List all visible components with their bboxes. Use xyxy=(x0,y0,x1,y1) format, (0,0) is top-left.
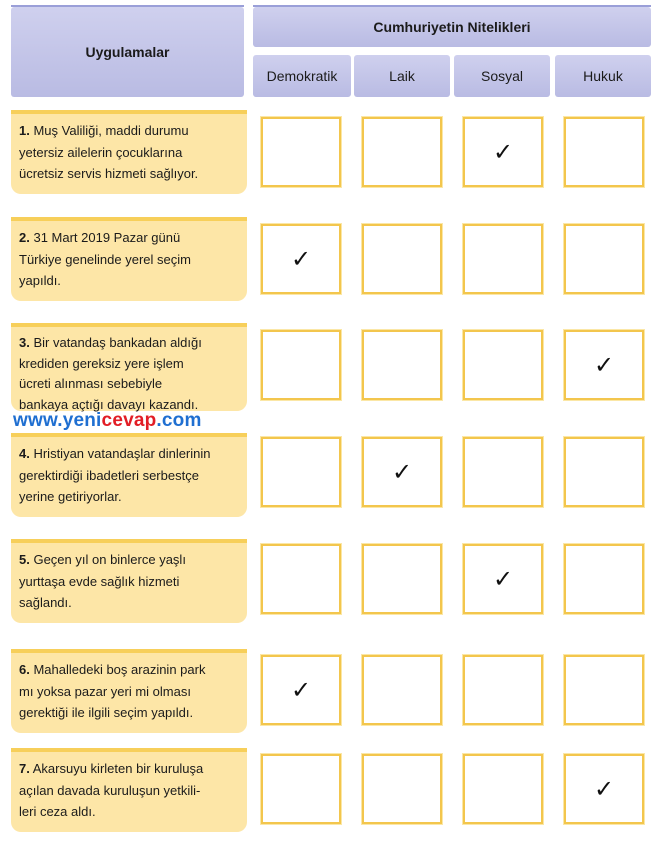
row-line: yurttaşa evde sağlık hizmeti xyxy=(19,573,180,589)
row-3-hukuk-checkbox[interactable] xyxy=(564,330,644,400)
row-line: yetersiz ailelerin çocuklarına xyxy=(19,144,183,160)
row-1-text xyxy=(11,110,247,194)
check-icon: ✓ xyxy=(593,775,615,803)
row-line: sağlandı. xyxy=(19,595,72,610)
row-6-demokratik-checkbox[interactable] xyxy=(261,655,341,725)
column-header-hukuk xyxy=(555,55,651,97)
row-2-demokratik-checkbox[interactable] xyxy=(261,224,341,294)
row-number: 3. xyxy=(19,335,30,350)
row-5-sosyal-checkbox[interactable] xyxy=(463,544,543,614)
row-line: leri ceza aldı. xyxy=(19,804,96,819)
row-6-hukuk-checkbox[interactable] xyxy=(564,655,644,725)
row-number: 4. xyxy=(19,446,30,461)
row-5-text xyxy=(11,539,247,623)
row-7-hukuk-checkbox[interactable] xyxy=(564,754,644,824)
column-label: Laik xyxy=(389,68,415,84)
row-line: Akarsuyu kirleten bir kuruluşa xyxy=(32,761,204,776)
row-number: 2. xyxy=(19,230,30,245)
row-2-laik-checkbox[interactable] xyxy=(362,224,442,294)
row-line: yapıldı. xyxy=(19,273,61,288)
row-line: ücreti alınması sebebiyle xyxy=(19,376,163,391)
row-line: ücretsiz servis hizmeti sağlıyor. xyxy=(19,166,199,181)
row-line: Hristiyan vatandaşlar dinlerinin xyxy=(33,446,211,461)
row-2-text xyxy=(11,217,247,301)
row-6-sosyal-checkbox[interactable] xyxy=(463,655,543,725)
watermark-suffix: .com xyxy=(156,410,202,431)
row-3-text xyxy=(11,323,247,411)
row-number: 7. xyxy=(19,761,30,776)
row-number: 1. xyxy=(19,123,30,138)
row-line: açılan davada kuruluşun yetkili- xyxy=(19,782,201,798)
header-uygulamalar xyxy=(11,7,244,97)
row-number: 6. xyxy=(19,662,30,677)
row-6-laik-checkbox[interactable] xyxy=(362,655,442,725)
row-1-laik-checkbox[interactable] xyxy=(362,117,442,187)
check-icon: ✓ xyxy=(492,565,514,593)
row-4-text xyxy=(11,433,247,517)
header-nitelikler-label: Cumhuriyetin Nitelikleri xyxy=(373,19,531,35)
check-icon: ✓ xyxy=(593,351,615,379)
row-line: krediden gereksiz yere işlem xyxy=(19,355,184,371)
row-1-hukuk-checkbox[interactable] xyxy=(564,117,644,187)
row-line: Mahalledeki boş arazinin park xyxy=(33,662,206,677)
watermark-logo xyxy=(13,410,202,432)
row-4-demokratik-checkbox[interactable] xyxy=(261,437,341,507)
row-7-demokratik-checkbox[interactable] xyxy=(261,754,341,824)
row-4-sosyal-checkbox[interactable] xyxy=(463,437,543,507)
row-5-demokratik-checkbox[interactable] xyxy=(261,544,341,614)
header-uygulamalar-label: Uygulamalar xyxy=(85,44,170,60)
row-line: gerektiği ile ilgili seçim yapıldı. xyxy=(19,705,194,720)
row-4-hukuk-checkbox[interactable] xyxy=(564,437,644,507)
row-5-hukuk-checkbox[interactable] xyxy=(564,544,644,614)
column-header-sosyal xyxy=(454,55,550,97)
row-5-laik-checkbox[interactable] xyxy=(362,544,442,614)
row-2-sosyal-checkbox[interactable] xyxy=(463,224,543,294)
row-4-laik-checkbox[interactable] xyxy=(362,437,442,507)
row-3-demokratik-checkbox[interactable] xyxy=(261,330,341,400)
row-3-sosyal-checkbox[interactable] xyxy=(463,330,543,400)
row-7-laik-checkbox[interactable] xyxy=(362,754,442,824)
check-icon: ✓ xyxy=(492,138,514,166)
check-icon: ✓ xyxy=(290,245,312,273)
row-line: yerine getiriyorlar. xyxy=(19,489,122,504)
check-icon: ✓ xyxy=(391,458,413,486)
row-3-laik-checkbox[interactable] xyxy=(362,330,442,400)
row-line: mı yoksa pazar yeri mi olması xyxy=(19,683,191,699)
row-number: 5. xyxy=(19,552,30,567)
header-nitelikler xyxy=(253,7,651,47)
column-header-laik xyxy=(354,55,450,97)
watermark-prefix: www. xyxy=(13,410,63,431)
row-line: bankaya açtığı davayı kazandı. xyxy=(19,396,199,412)
row-line: Muş Valiliği, maddi durumu xyxy=(33,123,189,138)
column-label: Sosyal xyxy=(480,68,524,84)
check-icon: ✓ xyxy=(290,676,312,704)
row-2-hukuk-checkbox[interactable] xyxy=(564,224,644,294)
row-7-sosyal-checkbox[interactable] xyxy=(463,754,543,824)
row-line: Geçen yıl on binlerce yaşlı xyxy=(33,552,186,567)
column-label: Demokratik xyxy=(266,68,338,84)
row-line: Türkiye genelinde yerel seçim xyxy=(19,251,191,267)
watermark-brand-a: yeni xyxy=(62,410,102,431)
row-line: 31 Mart 2019 Pazar günü xyxy=(33,230,181,245)
row-line: gerektirdiği ibadetleri serbestçe xyxy=(19,467,199,483)
column-header-demokratik xyxy=(253,55,351,97)
row-1-sosyal-checkbox[interactable] xyxy=(463,117,543,187)
row-1-demokratik-checkbox[interactable] xyxy=(261,117,341,187)
row-6-text xyxy=(11,649,247,733)
watermark-brand-b: cevap xyxy=(101,410,157,431)
row-line: Bir vatandaş bankadan aldığı xyxy=(33,335,202,350)
column-label: Hukuk xyxy=(583,68,623,84)
row-7-text xyxy=(11,748,247,832)
